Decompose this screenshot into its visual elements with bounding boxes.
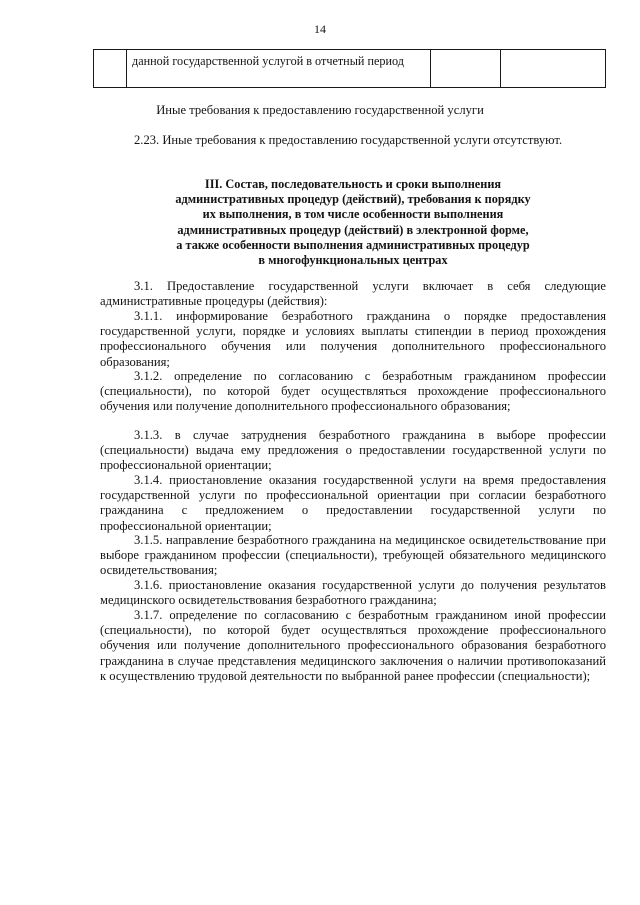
section-title-line: а также особенности выполнения административных процедур <box>176 237 530 252</box>
paragraph-3-1-7: 3.1.7. определение по согласованию с безработным гражданином иной профессии (специальности), по которой будет осуществляться прохождение профессионального обучения или получение дополнительного профессионального образования безработного гражданина в случае представления медицинского заключения о наличии противопоказаний к осуществлению трудовой деятельности по выбранной ранее профессии (специальности); <box>100 608 606 683</box>
services-table <box>93 49 606 88</box>
table-cell-index <box>94 50 127 88</box>
paragraph-3-1-2: 3.1.2. определение по согласованию с безработным гражданином профессии (специальности), по которой будет осуществляться прохождение профессионального обучения или получение дополнительного профессионального образования; <box>100 369 606 414</box>
section-title-line: их выполнения, в том числе особенности выполнения <box>202 207 504 222</box>
section-title-line: III. Состав, последовательность и сроки выполнения <box>204 177 502 191</box>
paragraph-3-1-4: 3.1.4. приостановление оказания государственной услуги на время предоставления государственной услуги по профессиональной ориентации при согласии безработного гражданина с предложением о предоставлении государственной услуги по профессиональной ориентации; <box>100 473 606 533</box>
paragraph-3-1-6: 3.1.6. приостановление оказания государственной услуги до получения результатов медицинского освидетельствования безработного гражданина; <box>100 578 606 608</box>
other-requirements-heading: Иные требования к предоставлению государственной услуги <box>156 103 484 117</box>
table-row <box>94 50 606 88</box>
paragraph-3-1-1: 3.1.1. информирование безработного гражданина о порядке предоставления государственной услуги, порядке и условиях выплаты стипендии в период прохождения профессионального обучения или получения дополнительного профессионального образования; <box>100 309 606 369</box>
table-cell-value-1 <box>431 50 501 88</box>
paragraph-3-1-5: 3.1.5. направление безработного гражданина на медицинское освидетельствование при выборе гражданином профессии (специальности), требующей обязательного медицинского освидетельствования; <box>100 533 606 578</box>
table-cell-value-2 <box>501 50 606 88</box>
section-title-line: в многофункциональных центрах <box>258 253 448 268</box>
paragraph-2-23: 2.23. Иные требования к предоставлению государственной услуги отсутствуют. <box>134 133 563 147</box>
paragraph-3-1-3: 3.1.3. в случае затруднения безработного гражданина в выборе профессии (специальности) выдача ему предложения о предоставлении государственной услуги по профессиональной ориентации; <box>100 428 606 473</box>
section-title-line: административных процедур (действий), требования к порядку <box>175 192 531 207</box>
paragraph-3-1: 3.1. Предоставление государственной услуги включает в себя следующие административные процедуры (действия): <box>100 279 606 309</box>
section-title-line: административных процедур (действий) в электронной форме, <box>177 222 529 237</box>
section-title <box>100 177 606 268</box>
table-cell-text: данной государственной услугой в отчетный период <box>127 50 431 88</box>
page-number: 14 <box>314 22 326 36</box>
